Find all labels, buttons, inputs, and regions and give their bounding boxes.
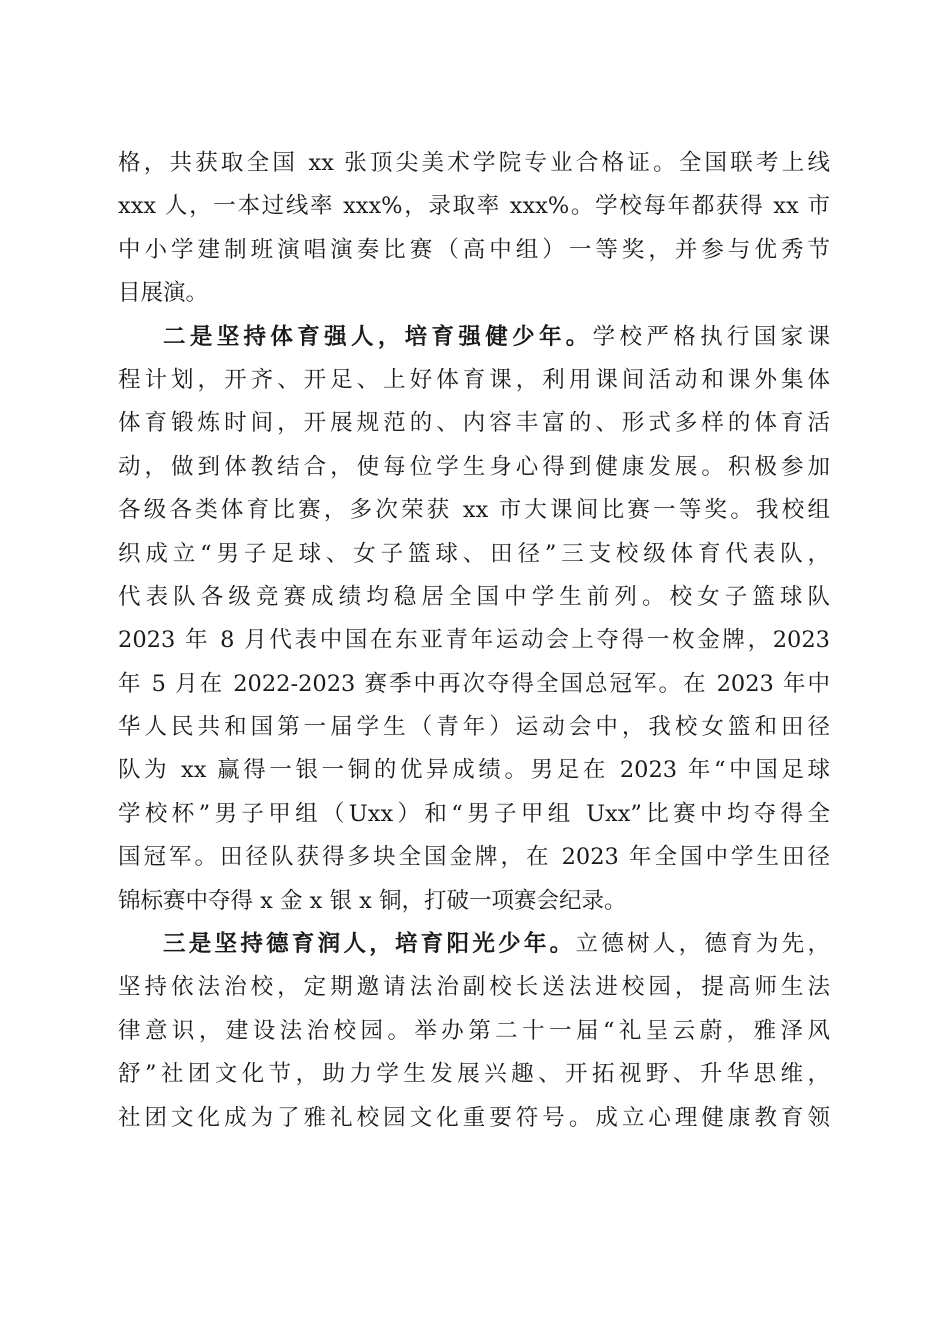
text-line (118, 923, 830, 966)
text-line: 格，共获取全国 xx 张顶尖美术学院专业合格证。全国联考上线 (118, 150, 830, 176)
text-line: 2023 年 8 月代表中国在东亚青年运动会上夺得一枚金牌，2023 (118, 627, 830, 654)
text-line: 坚持依法治校，定期邀请法治副校长送法进校园，提高师生法 (118, 974, 830, 1001)
text-line: 华人民共和国第一届学生（青年）运动会中，我校女篮和田径 (118, 714, 830, 741)
paragraph-lead-heading: 三是坚持德育润人，培育阳光少年。 (163, 931, 576, 958)
paragraph-lead-text: 立德树人，德育为先， (575, 931, 830, 958)
text-line: 国冠军。田径队获得多块全国金牌，在 2023 年全国中学生田径 (118, 844, 830, 871)
text-line: 社团文化成为了雅礼校园文化重要符号。成立心理健康教育领 (118, 1104, 830, 1131)
paragraph-art-results (118, 142, 830, 316)
text-line: 代表队各级竞赛成绩均稳居全国中学生前列。校女子篮球队 (118, 583, 830, 610)
text-line: 锦标赛中夺得 x 金 x 银 x 铜，打破一项赛会纪录。 (118, 887, 627, 914)
text-line: 律意识，建设法治校园。举办第二十一届“礼呈云蔚，雅泽风 (118, 1017, 830, 1044)
text-line: 体育锻炼时间，开展规范的、内容丰富的、形式多样的体育活 (118, 410, 830, 437)
text-line: 舒”社团文化节，助力学生发展兴趣、开拓视野、升华思维， (118, 1061, 830, 1088)
text-line: 队为 xx 赢得一银一铜的优异成绩。男足在 2023 年“中国足球 (118, 757, 830, 784)
text-line: 目展演。 (118, 280, 209, 307)
text-line: 动，做到体教结合，使每位学生身心得到健康发展。积极参加 (118, 453, 830, 480)
paragraph-moral-education (118, 923, 830, 1140)
text-line: 织成立“男子足球、女子篮球、田径”三支校级体育代表队， (118, 540, 830, 567)
paragraph-lead-text: 学校严格执行国家课 (592, 323, 830, 350)
text-line: 学校杯”男子甲组（Uxx）和“男子甲组 Uxx”比赛中均夺得全 (118, 800, 830, 827)
text-line: 程计划，开齐、开足、上好体育课，利用课间活动和课外集体 (118, 366, 830, 393)
document-body (118, 142, 830, 1140)
text-line: 年 5 月在 2022-2023 赛季中再次夺得全国总冠军。在 2023 年中 (118, 670, 830, 697)
text-line: 各级各类体育比赛，多次荣获 xx 市大课间比赛一等奖。我校组 (118, 497, 830, 524)
paragraph-lead-heading: 二是坚持体育强人，培育强健少年。 (163, 323, 593, 350)
text-line (118, 316, 830, 359)
text-line: xxx 人，一本过线率 xxx%，录取率 xxx%。学校每年都获得 xx 市 (118, 193, 830, 220)
text-line: 中小学建制班演唱演奏比赛（高中组）一等奖，并参与优秀节 (118, 236, 830, 263)
paragraph-sports (118, 316, 830, 923)
